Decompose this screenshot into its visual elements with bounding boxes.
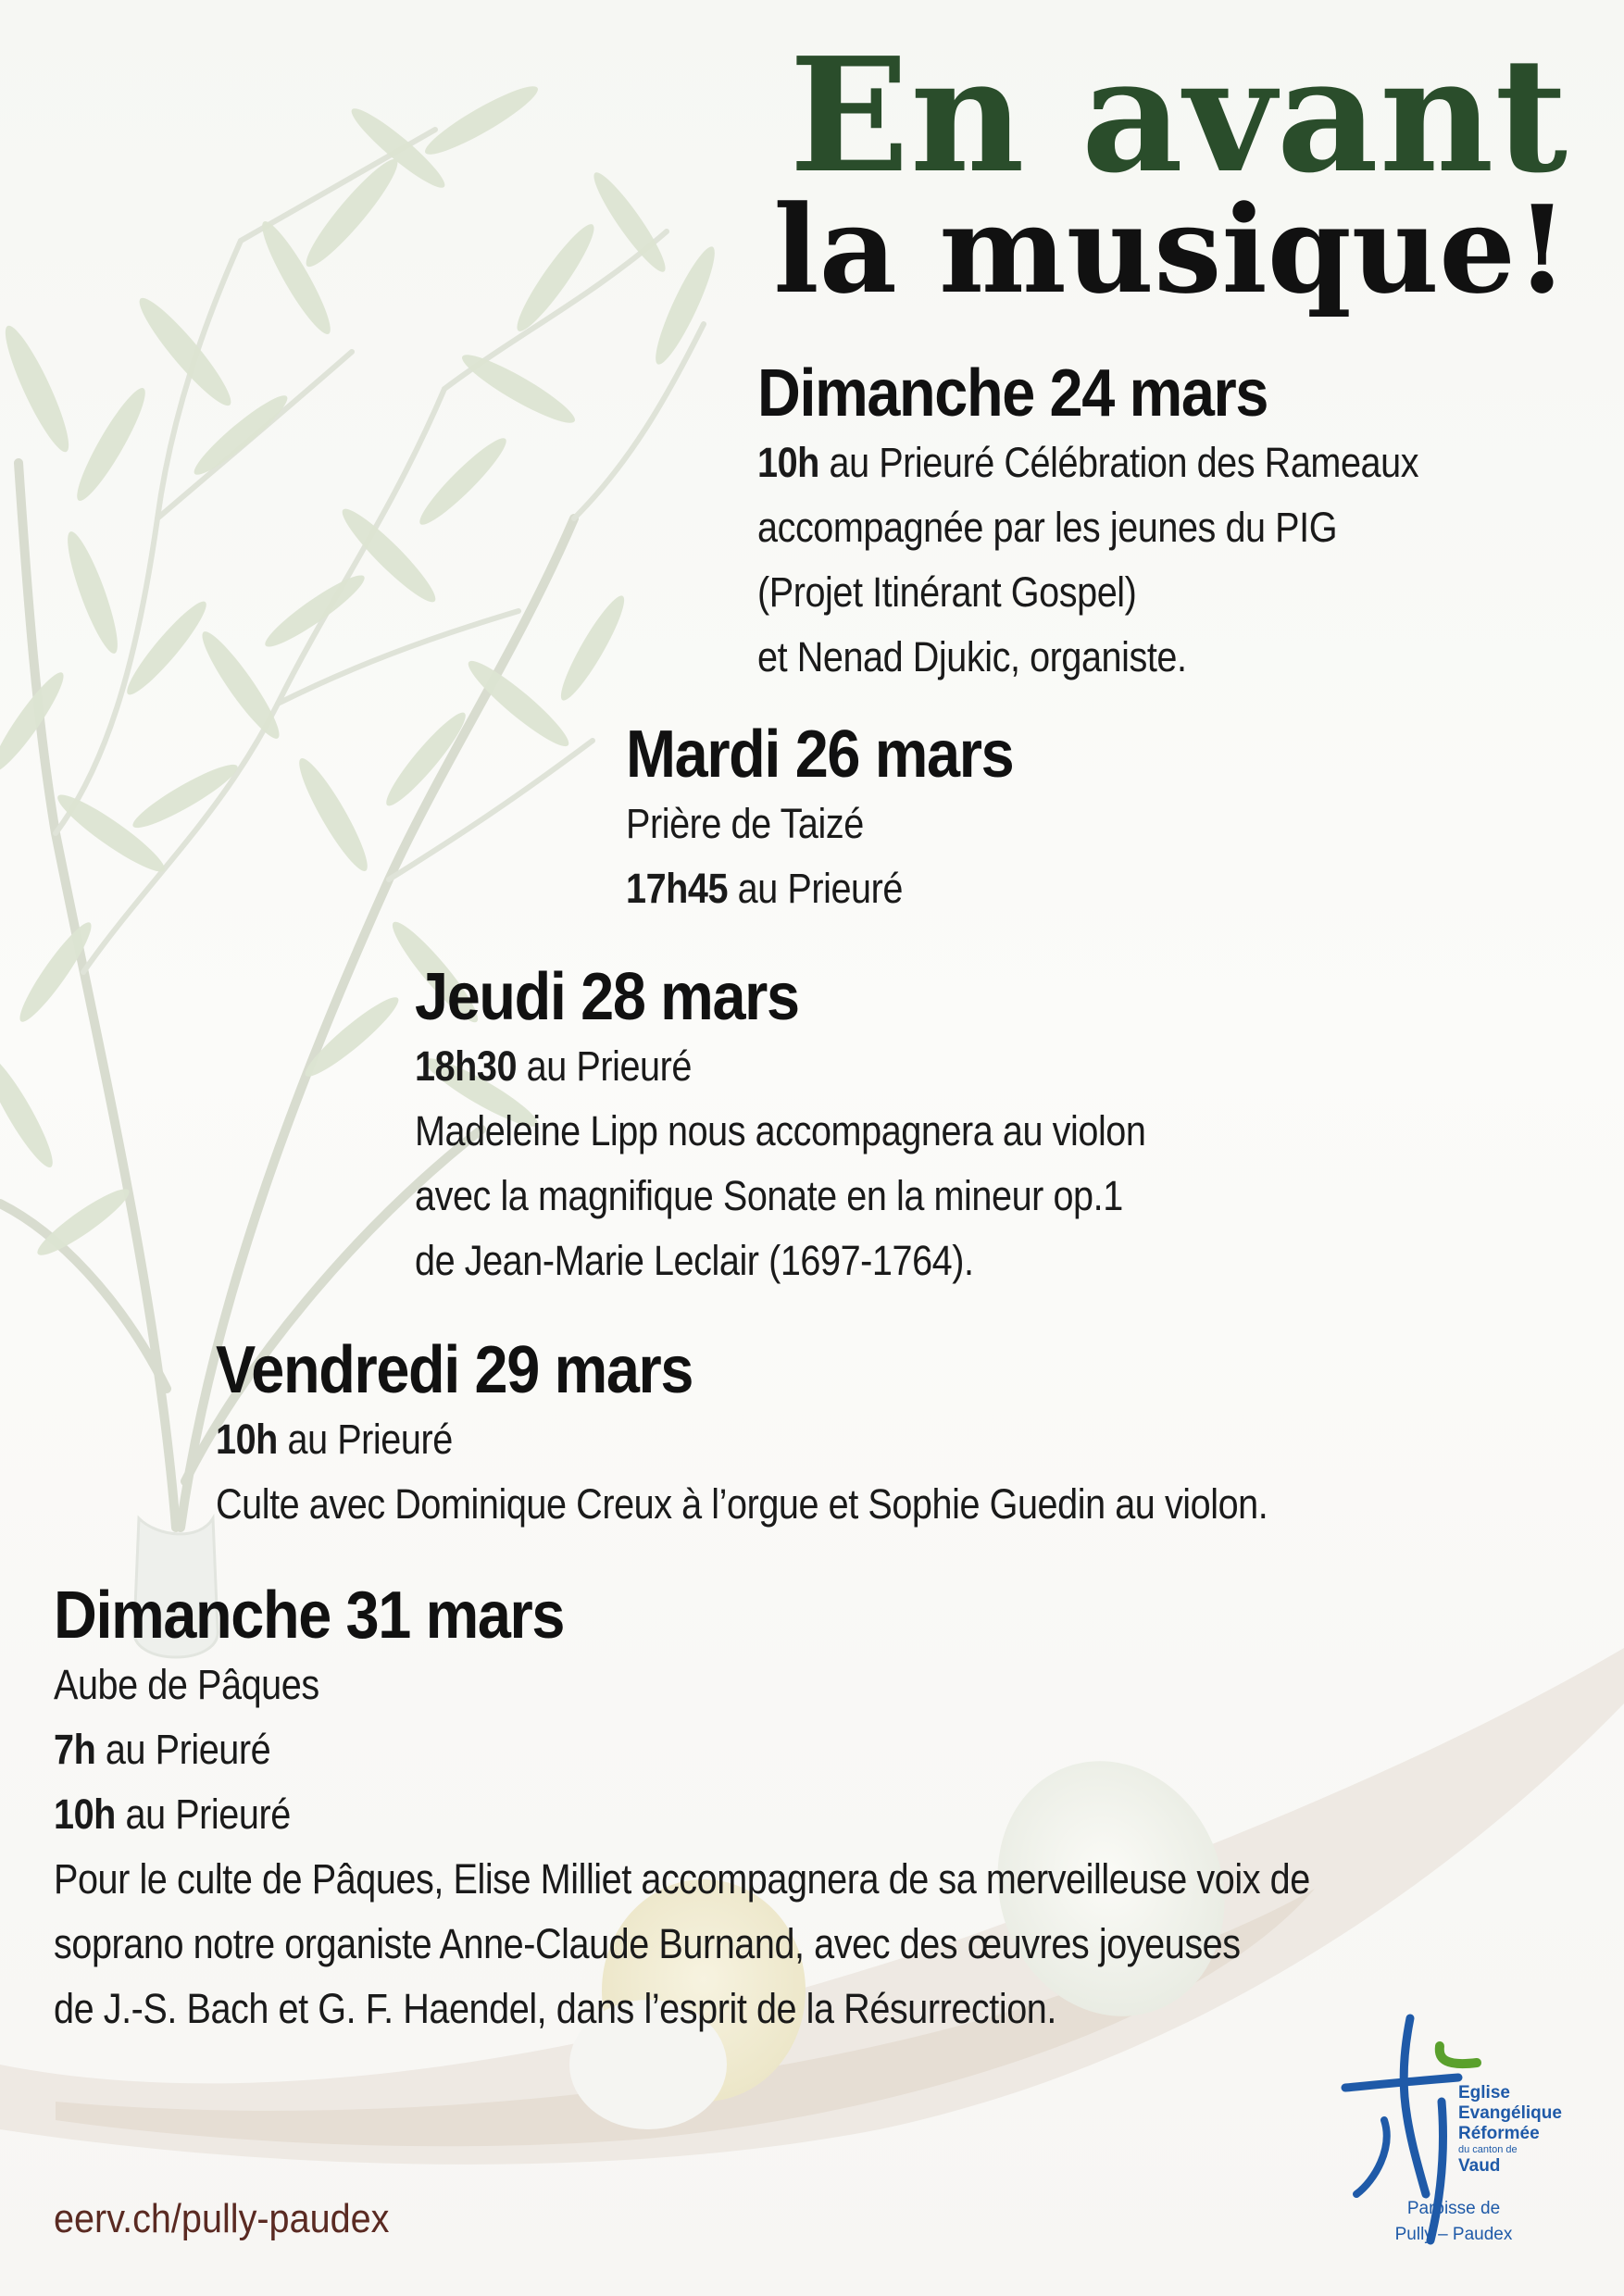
parish-name: Paroisse de Pully – Paudex [1394,2199,1513,2244]
poster-title-line-1: En avant [789,23,1568,208]
event-mardi-26 [626,718,1056,921]
event-line: 17h45 au Prieuré [626,865,903,912]
event-line: 10h au Prieuré [216,1416,453,1463]
event-line: accompagnée par les jeunes du PIG [757,504,1338,551]
event-line: de Jean-Marie Leclair (1697-1764). [415,1237,974,1284]
event-line: de J.-S. Bach et G. F. Haendel, dans l’esprit de la Résurrection. [54,1985,1056,2032]
event-line: (Projet Itinérant Gospel) [757,568,1137,616]
event-date: Mardi 26 mars [626,718,1014,792]
event-dimanche-24 [757,356,1508,690]
event-dimanche-31 [54,1578,1481,2041]
event-vendredi-29 [216,1333,1411,1537]
event-line: 10h au Prieuré [54,1791,291,1838]
event-line: 18h30 au Prieuré [415,1042,692,1090]
event-line: 7h au Prieuré [54,1726,271,1773]
event-line: avec la magnifique Sonate en la mineur op.1 [415,1172,1123,1219]
event-date: Vendredi 29 mars [216,1333,693,1407]
event-line: Madeleine Lipp nous accompagnera au violon [415,1107,1146,1154]
event-line: Pour le culte de Pâques, Elise Milliet accompagnera de sa merveilleuse voix de [54,1855,1310,1903]
event-date: Jeudi 28 mars [415,960,799,1034]
event-line: et Nenad Djukic, organiste. [757,633,1187,680]
event-line: 10h au Prieuré Célébration des Rameaux [757,439,1419,486]
event-line: Culte avec Dominique Creux à l’orgue et Sophie Guedin au violon. [216,1480,1268,1528]
event-line: Prière de Taizé [626,800,864,847]
event-jeudi-28 [415,960,1245,1293]
event-line: Aube de Pâques [54,1661,319,1708]
event-date: Dimanche 31 mars [54,1578,565,1653]
poster-title-line-2: la musique! [773,179,1568,320]
event-date: Dimanche 24 mars [757,356,1268,430]
website-link[interactable]: eerv.ch/pully-paudex [54,2196,390,2241]
event-line: soprano notre organiste Anne-Claude Burnand, avec des œuvres joyeuses [54,1920,1241,1967]
church-name-text: Eglise Evangélique Réformée du canton de Vaud [1458,2083,1562,2176]
